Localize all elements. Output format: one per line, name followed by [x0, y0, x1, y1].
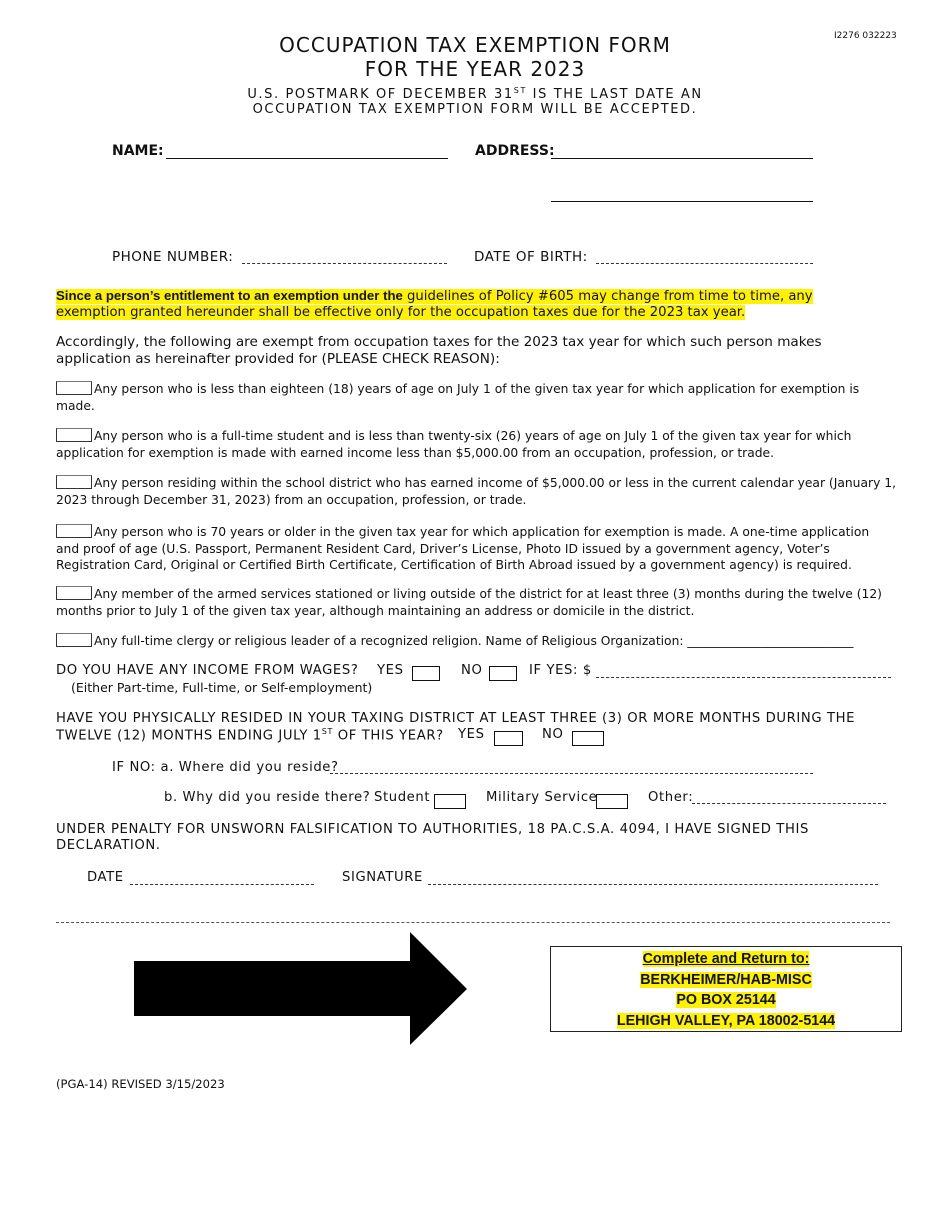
reason-checkbox[interactable]	[56, 586, 92, 600]
name-label: NAME:	[112, 143, 164, 159]
other-reason-field[interactable]	[692, 803, 886, 804]
reason-checkbox[interactable]	[56, 475, 92, 489]
return-po-box: PO BOX 25144	[676, 992, 776, 1008]
right-arrow-icon	[134, 932, 468, 1046]
date-field[interactable]	[130, 884, 314, 885]
date-label: DATE	[87, 870, 124, 885]
reason-checkbox[interactable]	[56, 381, 92, 395]
return-address-box	[550, 946, 902, 1032]
policy-notice	[56, 288, 886, 320]
name-field[interactable]	[166, 158, 448, 159]
military-label: Military Service	[486, 790, 598, 805]
wages-yes-checkbox[interactable]	[412, 666, 440, 681]
dob-field[interactable]	[596, 263, 813, 264]
wages-no-label: NO	[461, 663, 483, 678]
policy-notice-bold: Since a person’s entitlement to an exemption under the	[56, 288, 403, 303]
reason-under-18: Any person who is less than eighteen (18) years of age on July 1 of the given tax year for which application for exemption is made.	[56, 382, 860, 413]
residence-question-line2: TWELVE (12) MONTHS ENDING JULY 1ST OF THIS YEAR?	[56, 727, 444, 744]
signature-field[interactable]	[428, 884, 878, 885]
dob-label: DATE OF BIRTH:	[474, 249, 588, 265]
residence-no-label: NO	[542, 727, 564, 742]
where-reside-label: IF NO: a. Where did you reside?	[112, 760, 339, 775]
reason-low-income: Any person residing within the school district who has earned income of $5,000.00 or less in the current calendar year (January 1, 2023 through December 31, 2023) from an occupation, profession, or trade.	[56, 476, 896, 507]
reason-checkbox[interactable]	[56, 428, 92, 442]
cut-line-divider	[56, 922, 890, 923]
policy-notice-rest: guidelines of Policy #605 may change from time to time, any exemption granted hereunder shall be effective only for the occupation taxes due for the 2023 tax year.	[56, 289, 813, 320]
reason-age-70: Any person who is 70 years or older in the given tax year for which application for exemption is made. A one-time application and proof of age (U.S. Passport, Permanent Resident Card, Driver’s License, Photo ID issued by a government agency, Voter’s Registration Card, Original or Certified Birth Certificate, Certification of Birth Abroad issued by a government agency) is required.	[56, 525, 870, 572]
wages-question: DO YOU HAVE ANY INCOME FROM WAGES?	[56, 663, 359, 678]
phone-label: PHONE NUMBER:	[112, 249, 234, 265]
student-label: Student	[374, 790, 431, 805]
postmark-notice-line2: OCCUPATION TAX EXEMPTION FORM WILL BE ACCEPTED.	[252, 102, 698, 117]
exemption-intro: Accordingly, the following are exempt from occupation taxes for the 2023 tax year for which such person makes application as hereinafter provided for (PLEASE CHECK REASON):	[56, 334, 822, 367]
reason-checkbox[interactable]	[56, 633, 92, 647]
why-reside-label: b. Why did you reside there?	[164, 790, 371, 805]
return-city: LEHIGH VALLEY, PA 18002-5144	[616, 1012, 836, 1029]
form-title: OCCUPATION TAX EXEMPTION FORM	[279, 33, 671, 57]
wages-yes-label: YES	[377, 663, 404, 678]
wages-amount-field[interactable]	[596, 677, 891, 678]
residence-yes-label: YES	[458, 727, 485, 742]
form-year: FOR THE YEAR 2023	[364, 57, 586, 81]
signature-label: SIGNATURE	[342, 870, 423, 885]
return-name: BERKHEIMER/HAB-MISC	[640, 971, 812, 988]
penalty-line1: UNDER PENALTY FOR UNSWORN FALSIFICATION TO AUTHORITIES, 18 PA.C.S.A. 4094, I HAVE SIGNED THIS	[56, 822, 809, 837]
residence-yes-checkbox[interactable]	[494, 731, 523, 746]
reason-checkbox[interactable]	[56, 524, 92, 538]
postmark-notice-line1: U.S. POSTMARK OF DECEMBER 31ST IS THE LAST DATE AN	[247, 86, 703, 102]
reason-armed-services: Any member of the armed services stationed or living outside of the district for at least three (3) months during the twelve (12) months prior to July 1 of the given tax year, although maintaining an address or domicile in the district.	[56, 587, 882, 618]
reason-student: Any person who is a full-time student and is less than twenty-six (26) years of age on July 1 of the given tax year for which application for exemption is made with earned income less than $5,000.00 from an occupation, profession, or trade.	[56, 429, 852, 460]
military-checkbox[interactable]	[596, 794, 628, 809]
address-field-line2[interactable]	[551, 201, 813, 202]
address-field-line1[interactable]	[551, 158, 813, 159]
student-checkbox[interactable]	[434, 794, 466, 809]
address-label: ADDRESS:	[475, 143, 555, 159]
residence-question-line1: HAVE YOU PHYSICALLY RESIDED IN YOUR TAXING DISTRICT AT LEAST THREE (3) OR MORE MONTHS DURING THE	[56, 711, 856, 726]
wages-if-yes-label: IF YES: $	[529, 663, 592, 678]
wages-note: (Either Part-time, Full-time, or Self-employment)	[71, 680, 373, 695]
revision-footer: (PGA-14) REVISED 3/15/2023	[56, 1077, 225, 1091]
wages-no-checkbox[interactable]	[489, 666, 517, 681]
reason-clergy: Any full-time clergy or religious leader of a recognized religion. Name of Religious Organization: ___________________________	[56, 633, 896, 650]
document-code: I2276 032223	[834, 31, 897, 41]
penalty-line2: DECLARATION.	[56, 838, 161, 853]
phone-field[interactable]	[242, 263, 447, 264]
other-label: Other:	[648, 790, 694, 805]
residence-no-checkbox[interactable]	[572, 731, 604, 746]
where-reside-field[interactable]	[330, 773, 813, 774]
return-heading: Complete and Return to:	[642, 951, 810, 967]
